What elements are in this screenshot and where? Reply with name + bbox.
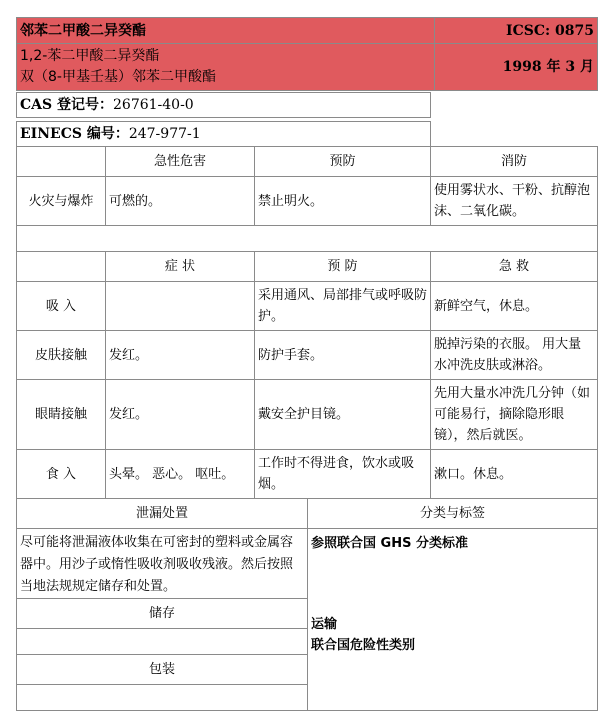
eye-symptoms-cell [105,379,255,450]
inhalation-symptoms-cell [105,281,255,331]
spacer-row [16,225,598,252]
spill-text: 尽可能将泄漏液体收集在可密封的塑料或金属容器中。用沙子或惰性吸收剂吸收残液。然后按照当地法规规定储存和处置。 [20,535,294,594]
date-cell [434,43,598,91]
cas-number-line [17,94,197,116]
icsc-cell [434,17,598,44]
eye-prevention-cell [254,379,431,450]
ingestion-first-aid-cell [430,449,598,499]
classification-header: 分类与标签 [307,498,598,529]
header-acute-hazard: 急性危害 [105,146,255,177]
eye-first-aid-cell [430,379,598,450]
header-symptoms: 症 状 [105,251,255,282]
spill-text-cell [16,528,308,599]
firefighting-text: 使用雾状水、干粉、抗醇泡沫、二氧化碳。 [434,183,591,219]
einecs-label: EINECS 编号： [20,126,129,142]
skin-first-aid-cell [430,330,598,380]
chemical-title: 邻苯二甲酸二异癸酯 [20,22,146,39]
packaging-header: 包装 [16,654,308,685]
skin-symptoms: 发红。 [109,347,149,363]
synonyms-cell [16,43,435,91]
einecs-number-line [17,123,204,145]
header-firefighting: 消防 [430,146,598,177]
header-first-aid: 急 救 [430,251,598,282]
einecs-row [16,121,431,147]
ingestion-first-aid: 漱口。休息。 [434,466,513,482]
inhalation-label: 吸 入 [16,281,106,331]
packaging-content [16,684,308,711]
ingestion-label: 食 入 [16,449,106,499]
icsc-number: ICSC: 0875 [506,22,594,39]
storage-header: 储存 [16,598,308,629]
transport-label: 运输 [311,617,338,632]
ingestion-symptoms-cell [105,449,255,499]
fire-hazard-cell [105,176,255,226]
cas-value: 26761-40-0 [113,97,194,113]
chemical-title-cell [16,17,435,44]
exposure-corner-cell [16,251,106,282]
skin-prevention-cell [254,330,431,380]
skin-prevention: 防护手套。 [258,347,324,363]
eye-first-aid: 先用大量水冲洗几分钟（如可能易行，摘除隐形眼镜），然后就医。 [434,386,591,443]
un-class-label: 联合国危险性类别 [311,638,416,653]
fire-prevention-cell [254,176,431,226]
fire-prevention-text: 禁止明火。 [258,193,324,209]
classification-content [307,528,598,711]
skin-symptoms-cell [105,330,255,380]
storage-content [16,628,308,655]
eye-symptoms: 发红。 [109,407,149,422]
header-exposure-prevention: 预 防 [254,251,431,282]
inhalation-prevention-cell [254,281,431,331]
einecs-value: 247-977-1 [128,126,201,142]
spill-header: 泄漏处置 [16,498,308,529]
fire-hazard-text: 可燃的。 [109,193,162,209]
ingestion-symptoms: 头晕。 恶心。 呕吐。 [109,466,235,482]
eye-prevention: 戴安全护目镜。 [258,407,350,422]
ghs-label: 参照联合国 GHS 分类标准 [311,536,468,551]
hazard-corner-cell [16,146,106,177]
skin-contact-label: 皮肤接触 [16,330,106,380]
firefighting-cell [430,176,598,226]
ingestion-prevention-cell [254,449,431,499]
inhalation-first-aid: 新鲜空气，休息。 [434,298,539,314]
revision-date: 1998 年 3 月 [502,59,594,75]
eye-contact-label: 眼睛接触 [16,379,106,450]
ingestion-prevention: 工作时不得进食，饮水或吸烟。 [258,456,415,492]
cas-label: CAS 登记号： [20,97,113,113]
header-prevention: 预防 [254,146,431,177]
synonym-2: 双（8-甲基壬基）邻苯二甲酸酯 [20,69,216,85]
skin-first-aid: 脱掉污染的衣服。 用大量水冲洗皮肤或淋浴。 [434,337,582,373]
inhalation-first-aid-cell [430,281,598,331]
cas-row [16,92,431,118]
fire-explosion-label: 火灾与爆炸 [16,176,106,226]
synonym-1: 1,2-苯二甲酸二异癸酯 [20,48,160,64]
inhalation-prevention: 采用通风、局部排气或呼吸防护。 [258,288,428,324]
